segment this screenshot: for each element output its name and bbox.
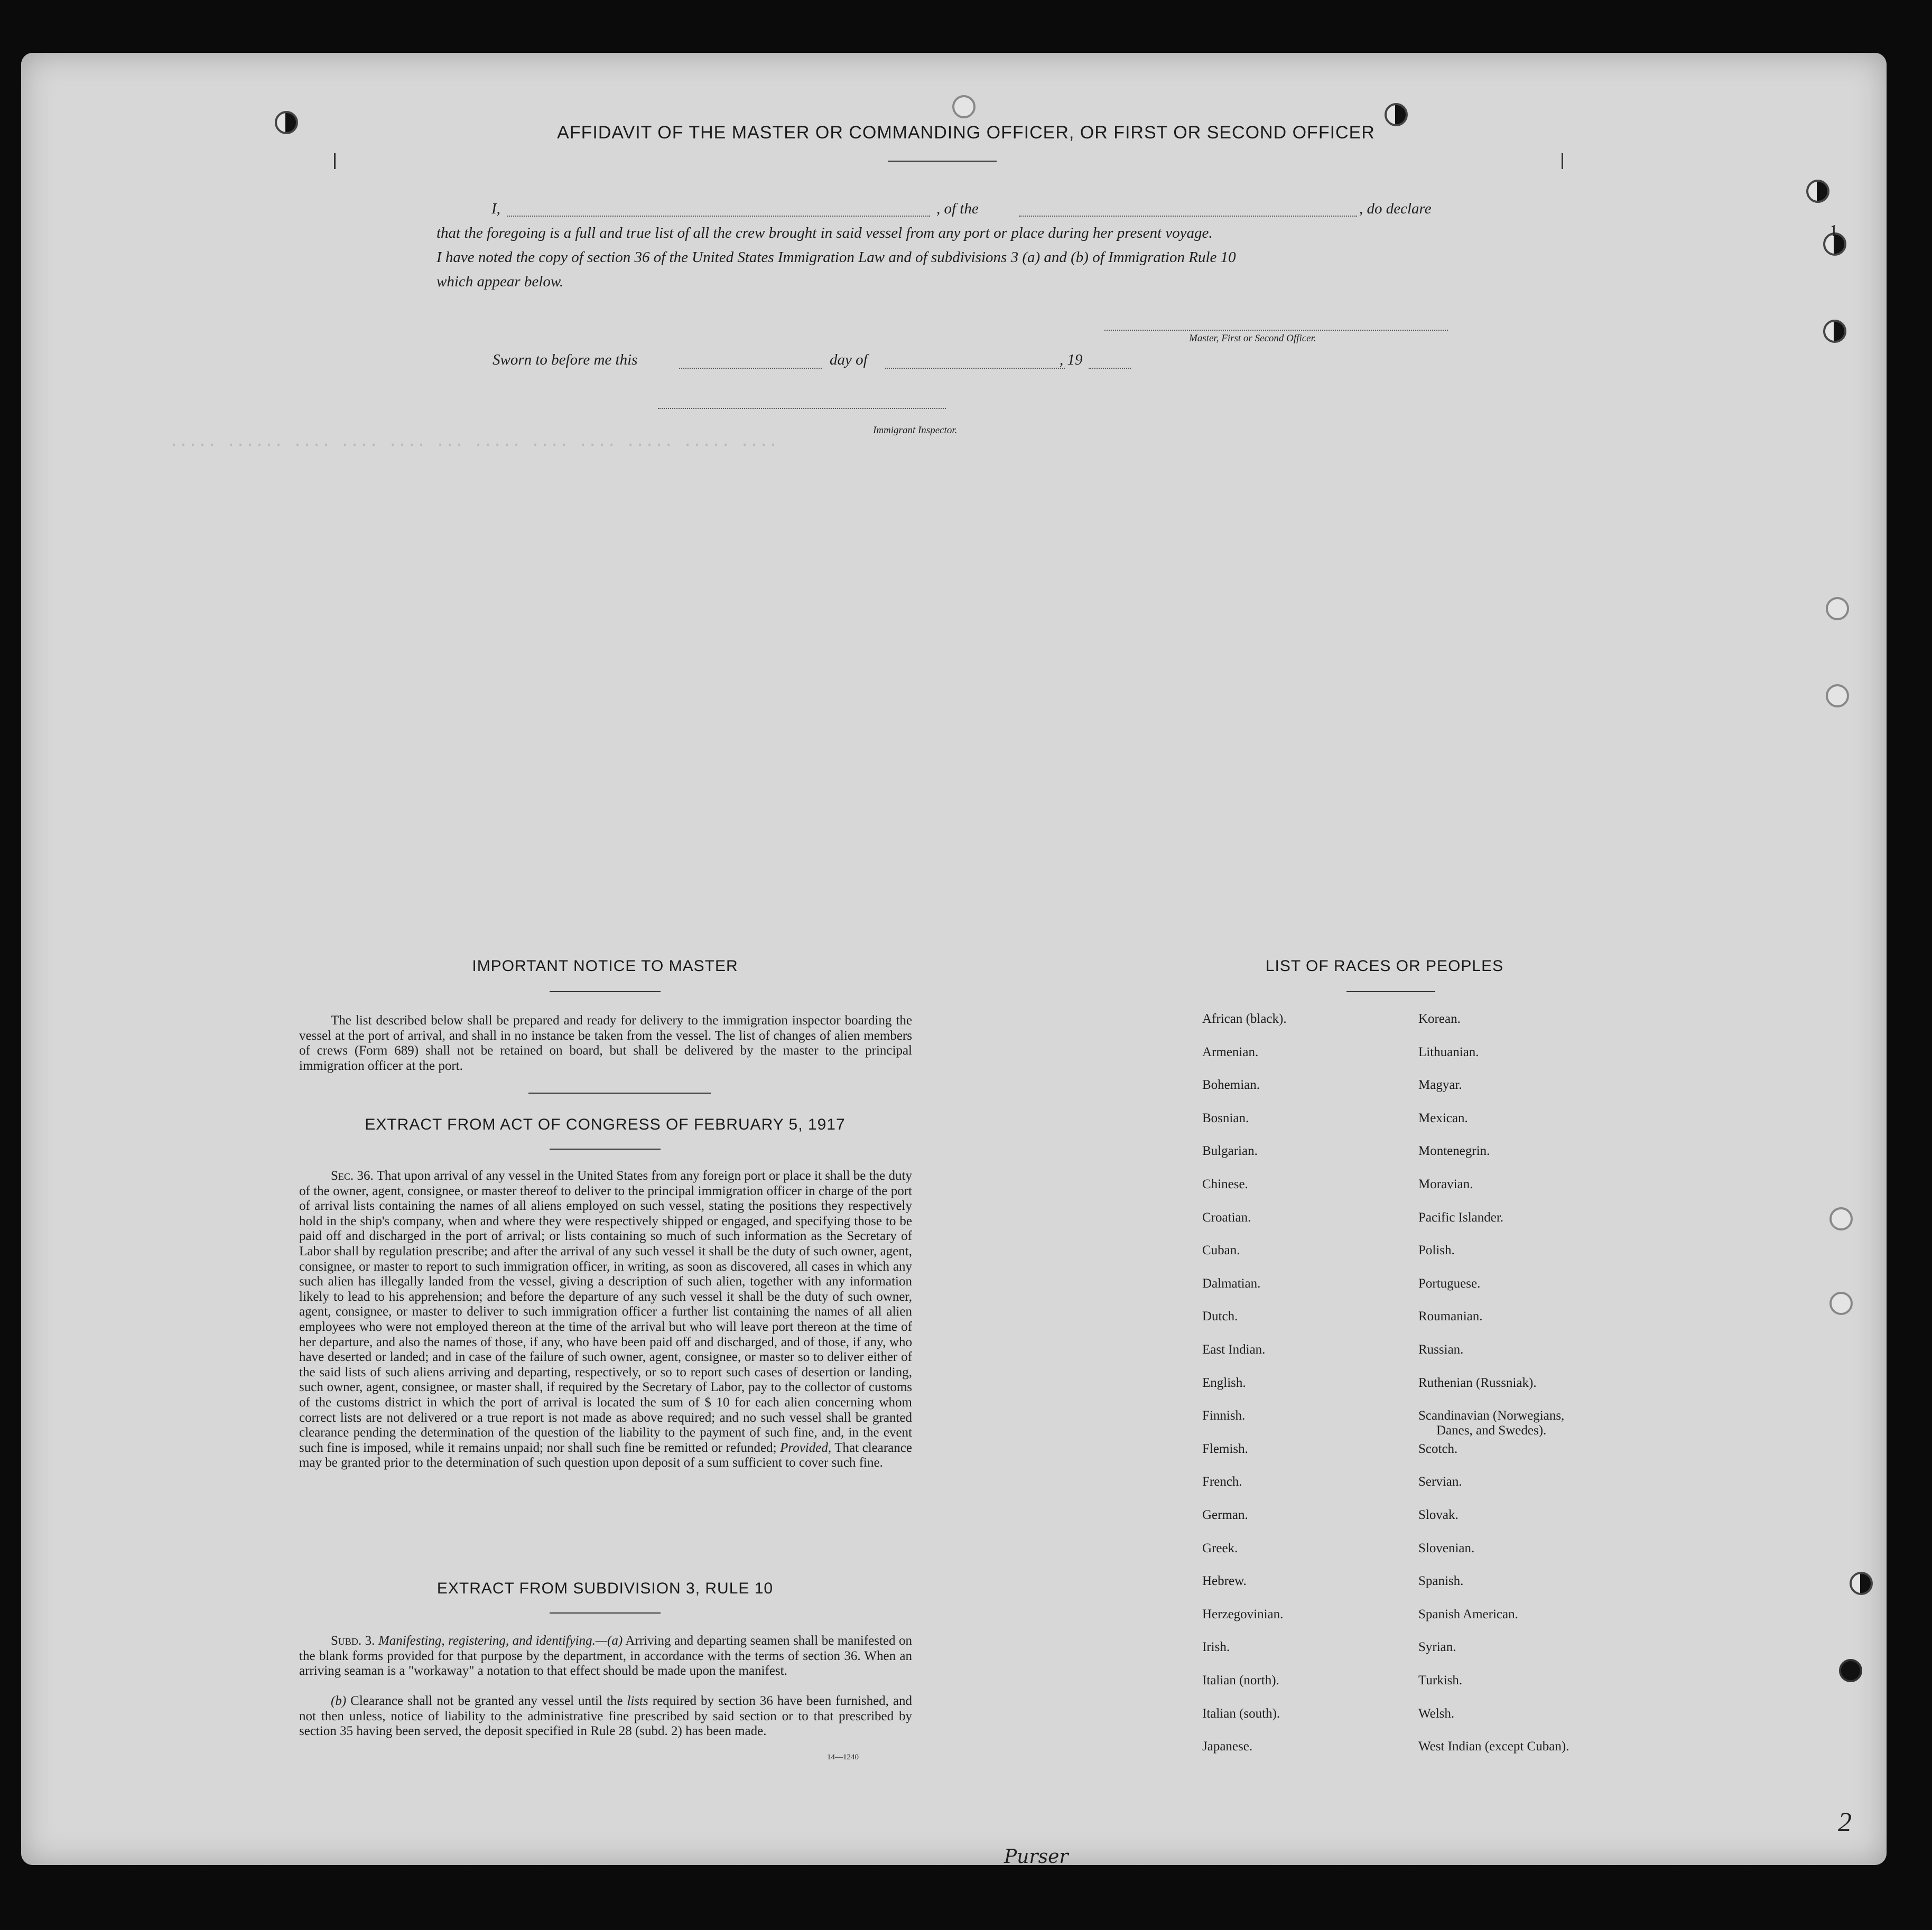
race-item: Roumanian. [1418, 1309, 1483, 1324]
affidavit-line1: that the foregoing is a full and true list of all the crew brought in said vessel from any port or place during her present voyage. [436, 225, 1213, 241]
race-item: Bulgarian. [1202, 1144, 1258, 1159]
punch-hole [1806, 180, 1829, 203]
rule-para-b-label: (b) [331, 1694, 347, 1708]
inspector-caption: Immigrant Inspector. [873, 425, 958, 436]
race-item: Servian. [1418, 1475, 1462, 1489]
act-section-label: Sec. 36. [331, 1169, 374, 1183]
title-underline [888, 161, 997, 162]
race-item: Irish. [1202, 1640, 1230, 1655]
race-item: Italian (north). [1202, 1673, 1279, 1687]
race-item: Italian (south). [1202, 1706, 1280, 1721]
race-item: Croatian. [1202, 1210, 1251, 1225]
sworn-month-blank[interactable] [885, 368, 1065, 369]
race-item: Korean. [1418, 1012, 1461, 1026]
affidavit-line3: which appear below. [436, 273, 564, 290]
signature-blank[interactable] [1104, 330, 1448, 331]
sworn-label: Sworn to before me this [493, 351, 638, 368]
rule-para-b-text1: Clearance shall not be granted any vessel until the [350, 1694, 623, 1708]
race-item: German. [1202, 1508, 1248, 1522]
race-item: East Indian. [1202, 1342, 1266, 1357]
race-item: Welsh. [1418, 1706, 1455, 1721]
notice-underline [550, 991, 661, 992]
race-item: Armenian. [1202, 1045, 1259, 1059]
race-item: Dutch. [1202, 1309, 1238, 1324]
punch-hole [1823, 320, 1846, 343]
margin-mark-bottom: 2 [1838, 1807, 1852, 1838]
rule-para-b-lists: lists [627, 1694, 648, 1708]
rule-para-a-label: —(a) [595, 1634, 623, 1648]
sworn-year: , 19 [1060, 351, 1083, 368]
inspector-blank[interactable] [658, 408, 946, 409]
race-item: Slovak. [1418, 1508, 1459, 1522]
race-item: Slovenian. [1418, 1541, 1475, 1555]
sworn-day-of: day of [830, 351, 868, 368]
name-blank[interactable] [507, 216, 930, 217]
rule-para-b [299, 1694, 912, 1739]
act-text: That upon arrival of any vessel in the United States from any foreign port or place it shall be the duty of the owner, agent, consignee, or master thereof to deliver to the principal immigration officer in charge of the port of arrival lists containing the names of all aliens employed on such vessel, stating the positions they respectively hold in the ship's company, when and where they were respectively shipped or engaged, and specifying those to be paid off and discharged in the port of arrival; or lists containing so much of such information as the Secretary of Labor shall by regulation prescribe; and after the arrival of any such vessel it shall be the duty of such owner, agent, consignee, or master to report to such immigration officer, in writing, as soon as discovered, all cases in which any such alien has illegally landed from the vessel, giving a description of such alien, together with any information likely to lead to his apprehension; and before the departure of any such vessel it shall be the duty of such owner, agent, consignee, or master to deliver to such immigration officer a further list containing the names of all alien employees who were not employed thereon at the time of the arrival but who will leave port thereon at the time of her departure, and also the names of those, if any, who have been paid off and discharged, and of those, if any, who have deserted or landed; and in case of the failure of such owner, agent, consignee, or master so to deliver either of the said lists of such aliens arriving and departing, respectively, or so to report such cases of desertion or landing, such owner, agent, consignee, or master shall, if required by the Secretary of Labor, pay to the collector of customs of the customs district in which the port of arrival is located the sum of $ 10 for each alien concerning whom correct lists are not delivered or a true report is not made as above required; and no such vessel shall be granted clearance pending the determination of the question of the liability to the payment of such fine, and, in the event such fine is imposed, while it remains unpaid; nor shall such fine be remitted or refunded; [299, 1169, 912, 1455]
tick-mark [334, 153, 336, 169]
races-underline [1346, 991, 1435, 992]
race-item: Finnish. [1202, 1409, 1246, 1423]
race-item: Hebrew. [1202, 1574, 1247, 1589]
vessel-blank[interactable] [1019, 216, 1357, 217]
rule-title: EXTRACT FROM SUBDIVISION 3, RULE 10 [436, 1580, 774, 1597]
punch-hole [1826, 684, 1849, 707]
race-item: Moravian. [1418, 1177, 1473, 1191]
race-item: English. [1202, 1375, 1246, 1390]
race-item: Polish. [1418, 1243, 1455, 1258]
race-item: Russian. [1418, 1342, 1464, 1357]
races-title: LIST OF RACES OR PEOPLES [1265, 957, 1504, 975]
race-item: Cuban. [1202, 1243, 1240, 1258]
affidavit-title: AFFIDAVIT OF THE MASTER OR COMMANDING OFFICER, OR FIRST OR SECOND OFFICER [557, 123, 1375, 143]
race-item: Scotch. [1418, 1441, 1458, 1456]
sworn-day-blank[interactable] [679, 368, 822, 369]
rule-para-a-text: Arriving and departing seamen shall be manifested on the blank forms provided for that purpose by the department, in accordance with the terms of section 36. When an arriving seaman is a "workaway" a notation to that effect should be made upon the manifest. [299, 1634, 912, 1679]
signature-caption: Master, First or Second Officer. [1189, 333, 1316, 344]
margin-mark-top: 1 [1829, 221, 1838, 240]
form-number: 14—1240 [827, 1753, 859, 1761]
race-item: Pacific Islander. [1418, 1210, 1504, 1225]
race-item: Flemish. [1202, 1441, 1248, 1456]
race-item: Mexican. [1418, 1111, 1468, 1125]
race-item: African (black). [1202, 1012, 1287, 1026]
rule-para-b-text2: required by section 36 have been furnished, and not then unless, notice of liability to the administrative fine prescribed by said section or to that prescribed by section 35 having been served, the deposit specified in Rule 28 (subd. 2) has been made. [299, 1694, 913, 1739]
race-item: Japanese. [1202, 1739, 1253, 1754]
race-item: Turkish. [1418, 1673, 1463, 1687]
sworn-year-blank[interactable] [1089, 368, 1131, 369]
race-item: Spanish. [1418, 1574, 1464, 1589]
punch-hole [1829, 1292, 1853, 1315]
affidavit-of-the: , of the [936, 200, 979, 217]
punch-hole [1839, 1659, 1862, 1682]
race-item: Danes, and Swedes). [1436, 1423, 1547, 1438]
affidavit-line2: I have noted the copy of section 36 of the United States Immigration Law and of subdivisions 3 (a) and (b) of Immigration Rule 10 [436, 249, 1236, 266]
race-item: Bohemian. [1202, 1078, 1260, 1093]
race-item: Spanish American. [1418, 1607, 1518, 1621]
affidavit-i: I, [491, 200, 500, 217]
rule-underline [550, 1612, 661, 1614]
punch-hole [952, 95, 976, 118]
handwritten-purser: Purser [1004, 1846, 1069, 1868]
race-item: West Indian (except Cuban). [1418, 1739, 1569, 1754]
tick-mark [1562, 153, 1563, 169]
act-underline [550, 1149, 661, 1150]
race-item: Magyar. [1418, 1078, 1462, 1093]
act-title: EXTRACT FROM ACT OF CONGRESS OF FEBRUARY 5, 1917 [365, 1116, 846, 1133]
bleed-through-text: ..... ...... .... .... .... ... ..... .... .... ..... ..... .... [169, 433, 778, 451]
notice-body: The list described below shall be prepared and ready for delivery to the immigration inspector boarding the vessel at the port of arrival, and shall in no instance be taken from the vessel. The list of changes of alien members of crews (Form 689) shall not be retained on board, but shall be delivered by the master to the principal immigration officer at the port. [299, 1013, 912, 1073]
act-text-end: That clearance may be granted prior to the determination of such question upon deposit of a sum sufficient to cover such fine. [299, 1440, 912, 1470]
race-item: French. [1202, 1475, 1242, 1489]
race-item: Montenegrin. [1418, 1144, 1490, 1159]
notice-rule [528, 1093, 711, 1094]
punch-hole [1826, 597, 1849, 620]
race-item: Greek. [1202, 1541, 1238, 1555]
notice-title: IMPORTANT NOTICE TO MASTER [472, 957, 738, 975]
act-body [299, 1169, 912, 1471]
race-item: Herzegovinian. [1202, 1607, 1284, 1621]
rule-subd-label: Subd. 3. [331, 1634, 375, 1648]
punch-hole [1850, 1572, 1873, 1595]
race-item: Chinese. [1202, 1177, 1248, 1191]
rule-subd-heading: Manifesting, registering, and identifying. [378, 1634, 596, 1648]
race-item: Dalmatian. [1202, 1276, 1261, 1291]
race-item: Scandinavian (Norwegians, [1418, 1409, 1565, 1423]
race-item: Portuguese. [1418, 1276, 1481, 1291]
race-item: Ruthenian (Russniak). [1418, 1375, 1537, 1390]
punch-hole [1829, 1207, 1853, 1230]
race-item: Lithuanian. [1418, 1045, 1479, 1059]
act-provided: Provided, [780, 1440, 832, 1455]
race-item: Bosnian. [1202, 1111, 1249, 1125]
race-item: Syrian. [1418, 1640, 1456, 1655]
rule-para-a [299, 1634, 912, 1679]
affidavit-do-declare: , do declare [1359, 200, 1432, 217]
